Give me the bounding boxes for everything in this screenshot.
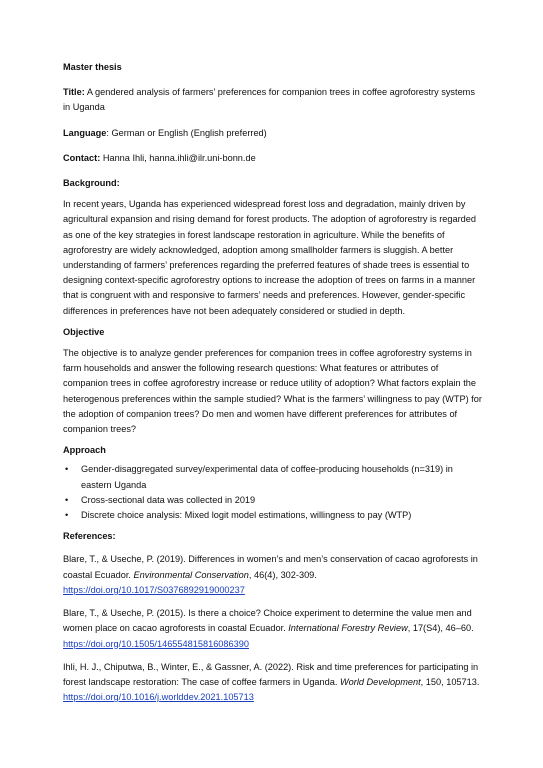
list-item: • Cross-sectional data was collected in 2019	[63, 493, 483, 508]
reference-item	[63, 606, 483, 652]
reference-journal: World Development	[339, 676, 421, 687]
references-heading: References:	[63, 531, 116, 542]
title-label: Title:	[63, 87, 85, 98]
objective-heading: Objective	[63, 326, 105, 337]
reference-text: Blare, T., & Useche, P. (2015). Is there a choice? Choice experiment to determine the value men and women place on cacao agroforests in coastal Ecuador.	[63, 608, 472, 634]
reference-item	[63, 552, 483, 598]
reference-details: , 46(4), 302-309.	[248, 569, 317, 580]
list-item: • Gender-disaggregated survey/experimental data of coffee-producing households (n=319) in eastern Uganda	[63, 462, 483, 492]
list-item: • Discrete choice analysis: Mixed logit model estimations, willingness to pay (WTP)	[63, 508, 483, 523]
reference-details: , 150, 105713.	[420, 676, 480, 687]
approach-heading: Approach	[63, 445, 106, 456]
title-text: A gendered analysis of farmers’ preferences for companion trees in coffee agroforestry systems in Uganda	[63, 87, 475, 113]
reference-text: Ihli, H. J., Chiputwa, B., Winter, E., & Gassner, A. (2022). Risk and time preferences for participating in forest landscape restoration: The case of coffee farmers in Uganda.	[63, 661, 479, 687]
background-heading: Background:	[63, 178, 120, 189]
doi-link[interactable]: https://doi.org/10.1505/146554815816086390	[63, 638, 249, 649]
reference-journal: Environmental Conservation	[133, 569, 249, 580]
approach-list	[63, 462, 483, 523]
reference-details: , 17(S4), 46–60.	[407, 623, 474, 634]
background-paragraph: In recent years, Uganda has experienced widespread forest loss and degradation, mainly driven by agricultural expansion and rising demand for forest products. The adoption of agroforestry is regarded as one of the key strategies in forest landscape restoration in agriculture. While the benefits of agroforestry are widely acknowledged, adoption among smallholder farmers is sluggish. A better understanding of farmers’ preferences regarding the preferred features of shade trees is essential to designing context-specific agroforestry options to increase the adoption of trees on farms in a manner that is congruent with and responsive to farmers’ needs and preferences. However, gender-specific differences in preferences have not been adequately considered or studied in depth.	[63, 199, 476, 316]
contact-line	[63, 151, 483, 166]
reference-journal: International Forestry Review	[288, 623, 408, 634]
title-line	[63, 85, 483, 115]
doi-link[interactable]: https://doi.org/10.1016/j.worlddev.2021.105713	[63, 692, 254, 703]
reference-item	[63, 660, 483, 706]
reference-text: Blare, T., & Useche, P. (2019). Differences in women’s and men’s conservation of cacao agroforests in coastal Ecuador.	[63, 554, 478, 580]
document-type: Master thesis	[63, 62, 122, 72]
contact-label: Contact:	[63, 152, 101, 163]
objective-paragraph: The objective is to analyze gender preferences for companion trees in coffee agroforestry systems in farm households and answer the following research questions: What features or attributes of companion trees in coffee agroforestry increase or reduce utility of adoption? What factors explain the heterogenous preferences within the sample studied? What is the farmers’ willingness to pay (WTP) for the adoption of companion trees? Do men and women have different preferences for attributes of companion trees?	[63, 348, 482, 435]
language-label: Language	[63, 127, 107, 138]
language-line	[63, 126, 483, 141]
document-page	[63, 60, 483, 705]
doi-link[interactable]: https://doi.org/10.1017/S0376892919000237	[63, 584, 245, 595]
contact-text: Hanna Ihli, hanna.ihli@ilr.uni-bonn.de	[102, 152, 256, 163]
language-text: : German or English (English preferred)	[106, 127, 267, 138]
